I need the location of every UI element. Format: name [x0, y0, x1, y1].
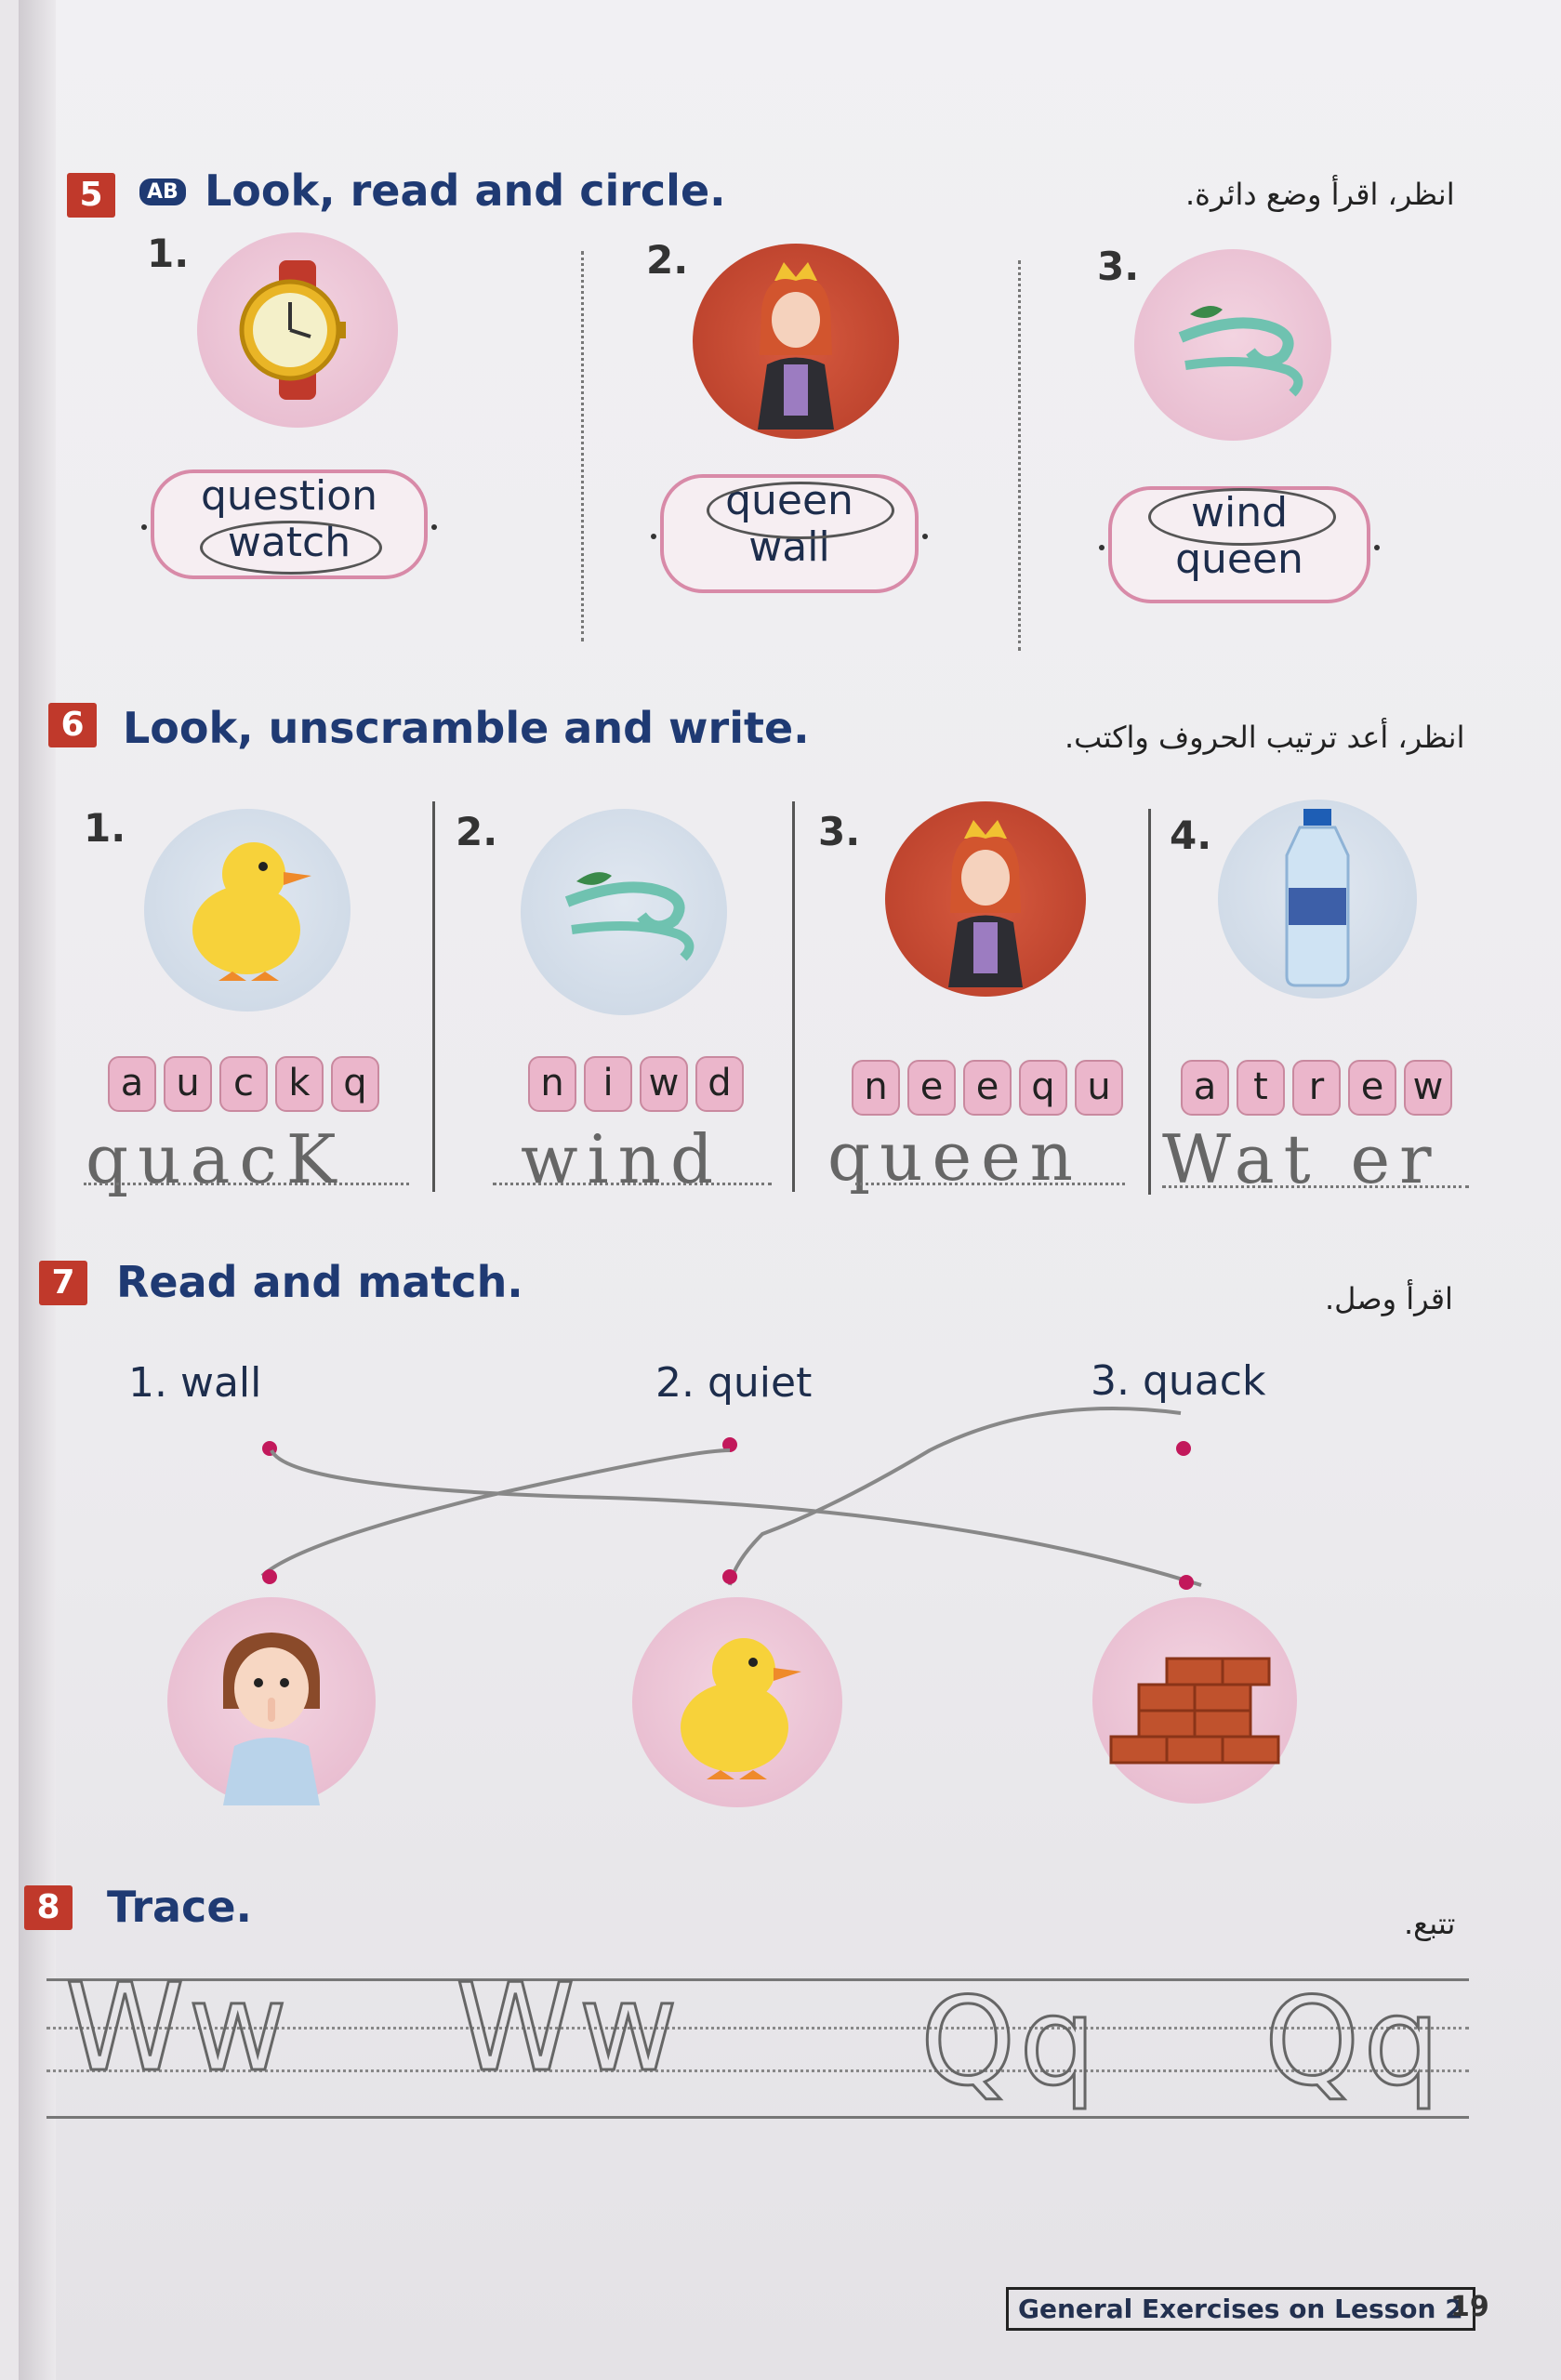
ex6-item-3-number: 3. — [818, 809, 861, 854]
ex6-title: Look, unscramble and write. — [123, 703, 810, 753]
letter-tile: q — [331, 1056, 379, 1112]
letter-tile: u — [164, 1056, 212, 1112]
wall-picture — [1092, 1597, 1297, 1804]
ex6-item-1-number: 1. — [84, 805, 126, 851]
choice-watch[interactable]: watch — [227, 519, 351, 566]
letter-tile: e — [963, 1060, 1012, 1116]
quiet-girl-icon — [167, 1597, 376, 1805]
ex7-number: 7 — [39, 1261, 87, 1305]
ab-icon: AB — [139, 178, 186, 205]
letter-tile: i — [584, 1056, 632, 1112]
trace-letters[interactable]: Ww — [65, 1957, 291, 2098]
trace-letters[interactable]: Qq — [920, 1971, 1100, 2112]
ex6-number: 6 — [48, 703, 97, 747]
ex8-number: 8 — [24, 1885, 73, 1930]
ex5-number: 5 — [67, 173, 115, 218]
ex5-item-2-number: 2. — [646, 237, 689, 283]
answer-handwriting: queen — [827, 1117, 1083, 1196]
trace-bottom-line — [46, 2116, 1469, 2119]
trace-letters[interactable]: Qq — [1264, 1971, 1444, 2112]
match-lines — [19, 0, 1561, 1636]
ex6-item-4-number: 4. — [1170, 813, 1212, 858]
letter-tile: w — [640, 1056, 688, 1112]
letter-tile: e — [907, 1060, 956, 1116]
choice-question[interactable]: question — [200, 472, 378, 520]
match-dot-girl[interactable] — [262, 1569, 277, 1584]
letter-tile: n — [852, 1060, 900, 1116]
ex5-title: Look, read and circle. — [205, 165, 726, 216]
letter-tile: d — [695, 1056, 744, 1112]
footer-label: General Exercises on Lesson 2 — [1006, 2287, 1475, 2331]
ex8-title: Trace. — [107, 1882, 252, 1932]
match-word-quack: 3. quack — [1091, 1357, 1266, 1405]
page-number: 19 — [1450, 2291, 1489, 2323]
letter-tile: e — [1348, 1060, 1396, 1116]
workbook-page — [19, 0, 1561, 2380]
answer-handwriting: quacK — [86, 1120, 346, 1198]
ex5-item-1-number: 1. — [147, 231, 190, 276]
letter-tile: a — [1181, 1060, 1229, 1116]
letter-tile: q — [1019, 1060, 1067, 1116]
answer-handwriting: Wat er — [1162, 1120, 1441, 1198]
letter-tile: a — [108, 1056, 156, 1112]
letter-tile: k — [275, 1056, 324, 1112]
duck-picture — [632, 1597, 842, 1807]
duck-icon — [632, 1597, 842, 1807]
choice-queen[interactable]: queen — [1175, 536, 1303, 583]
choice-wall[interactable]: wall — [748, 523, 830, 571]
letter-tile: c — [219, 1056, 268, 1112]
match-dot-wall-picture[interactable] — [1179, 1575, 1194, 1590]
trace-letters[interactable]: Ww — [456, 1957, 681, 2098]
quiet-girl-picture — [167, 1597, 376, 1805]
match-word-wall: 1. wall — [128, 1359, 262, 1407]
ex5-item-3-number: 3. — [1097, 244, 1140, 289]
match-dot-duck[interactable] — [722, 1569, 737, 1584]
choice-wind[interactable]: wind — [1190, 489, 1289, 536]
ex8-arabic: تتبع. — [1404, 1906, 1456, 1941]
match-word-quiet: 2. quiet — [655, 1359, 813, 1407]
letter-tile: r — [1292, 1060, 1341, 1116]
letter-tile: w — [1404, 1060, 1452, 1116]
ex7-title: Read and match. — [116, 1257, 523, 1307]
choice-queen[interactable]: queen — [725, 477, 853, 524]
ex6-item-2-number: 2. — [456, 809, 498, 854]
ex6-arabic: انظر، أعد ترتيب الحروف واكتب. — [1065, 720, 1465, 755]
letter-tile: n — [528, 1056, 576, 1112]
brick-wall-icon — [1092, 1597, 1297, 1804]
letter-tile: u — [1075, 1060, 1123, 1116]
ex7-arabic: اقرأ وصل. — [1325, 1281, 1453, 1316]
letter-tile: t — [1237, 1060, 1285, 1116]
ex5-arabic: انظر، اقرأ وضع دائرة. — [1185, 177, 1455, 212]
answer-handwriting: wind — [521, 1120, 723, 1198]
